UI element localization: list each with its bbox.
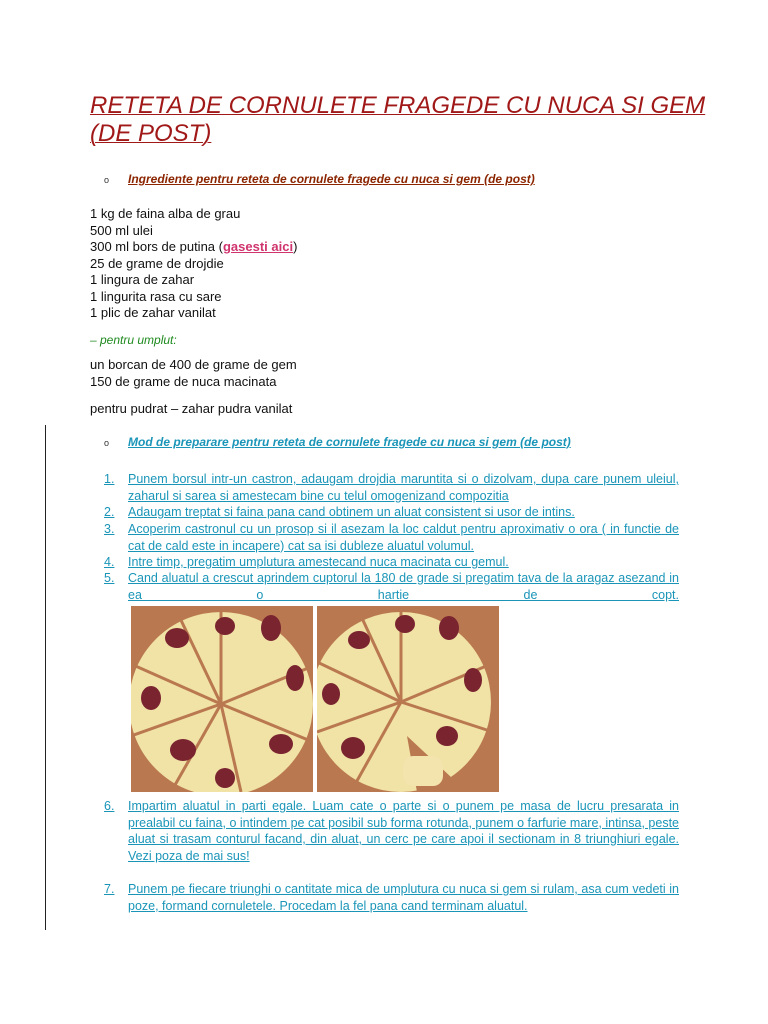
step-text: Intre timp, pregatim umplutura amestecand nuca macinata cu gemul. (128, 555, 509, 569)
filling-item: 150 de grame de nuca macinata (90, 373, 277, 389)
dough-triangles-photo (131, 606, 313, 792)
ingredient-item: 1 lingura de zahar (90, 272, 195, 287)
step-number: 3. (104, 522, 115, 536)
step-item[interactable] (104, 881, 679, 914)
page-title: RETETA DE CORNULETE FRAGEDE CU NUCA SI GEM (DE POST) (90, 92, 706, 147)
step-number: 5. (104, 571, 115, 585)
filling-list (90, 357, 297, 390)
bullet-icon: o (104, 175, 110, 185)
step-number: 1. (104, 472, 115, 486)
step-item[interactable] (104, 521, 679, 554)
ingredients-heading: Ingrediente pentru reteta de cornulete fragede cu nuca si gem (de post) (128, 172, 535, 186)
ingredient-item: 1 plic de zahar vanilat (90, 305, 216, 320)
filling-heading: – pentru umplut: (90, 333, 177, 347)
margin-bar (45, 425, 46, 930)
ingredient-item: 1 kg de faina alba de grau (90, 206, 241, 221)
step-item[interactable] (104, 798, 679, 864)
step-text: Adaugam treptat si faina pana cand obtinem un aluat consistent si usor de intins. (128, 505, 575, 519)
rolling-cornulete-photo (317, 606, 499, 792)
ingredients-list (90, 206, 297, 322)
step-text: Punem borsul intr-un castron, adaugam drojdia maruntita si o dizolvam, dupa care punem uleiul, zaharul si sarea si amestecam bine cu telul omogenizand compozitia (128, 472, 679, 503)
step-text: Impartim aluatul in parti egale. Luam cate o parte si o punem pe masa de lucru presarata in prealabil cu faina, o intindem pe cat posibil sub forma rotunda, punem o farfurie mare, intinsa, peste aluat si trasam conturul facand, din aluat, un cerc pe care apoi il sectionam in 8 triunghiuri egale. Vezi poza de mai sus! (128, 799, 680, 863)
step-text: Acoperim castronul cu un prosop si il asezam la loc caldut pentru aproximativ o ora ( in functie de cat de cald este in incapere) cat sa isi dubleze aluatul volumul. (128, 522, 679, 553)
step-item[interactable] (104, 554, 679, 571)
step-text: Punem pe fiecare triunghi o cantitate mica de umplutura cu nuca si gem si rulam, asa cum vedeti in poze, formand cornuletele. Procedam la fel pana cand terminam aluatul. (128, 882, 679, 913)
ingredient-text-end: ) (293, 239, 298, 254)
ingredient-item: 25 de grame de drojdie (90, 255, 224, 271)
step-number: 6. (104, 799, 115, 813)
ingredient-item: 1 lingurita rasa cu sare (90, 288, 222, 304)
step-number: 2. (104, 505, 115, 519)
filling-item: un borcan de 400 de grame de gem (90, 357, 297, 372)
bullet-icon: o (104, 438, 110, 448)
ingredient-item (90, 239, 297, 256)
step-item[interactable] (104, 504, 679, 521)
method-heading: Mod de preparare pentru reteta de cornulete fragede cu nuca si gem (de post) (128, 435, 571, 449)
step-item[interactable] (104, 570, 679, 603)
step-text: Cand aluatul a crescut aprindem cuptorul la 180 de grade si pregatim tava de la aragaz asezand in ea o hartie de copt. (128, 571, 679, 602)
ingredient-text: 300 ml bors de putina ( (90, 239, 223, 254)
step-item[interactable] (104, 471, 679, 504)
step-number: 7. (104, 882, 115, 896)
step-number: 4. (104, 555, 115, 569)
ingredient-item: 500 ml ulei (90, 222, 153, 238)
gasesti-aici-link[interactable]: gasesti aici (222, 239, 294, 254)
powder-line: pentru pudrat – zahar pudra vanilat (90, 401, 293, 416)
